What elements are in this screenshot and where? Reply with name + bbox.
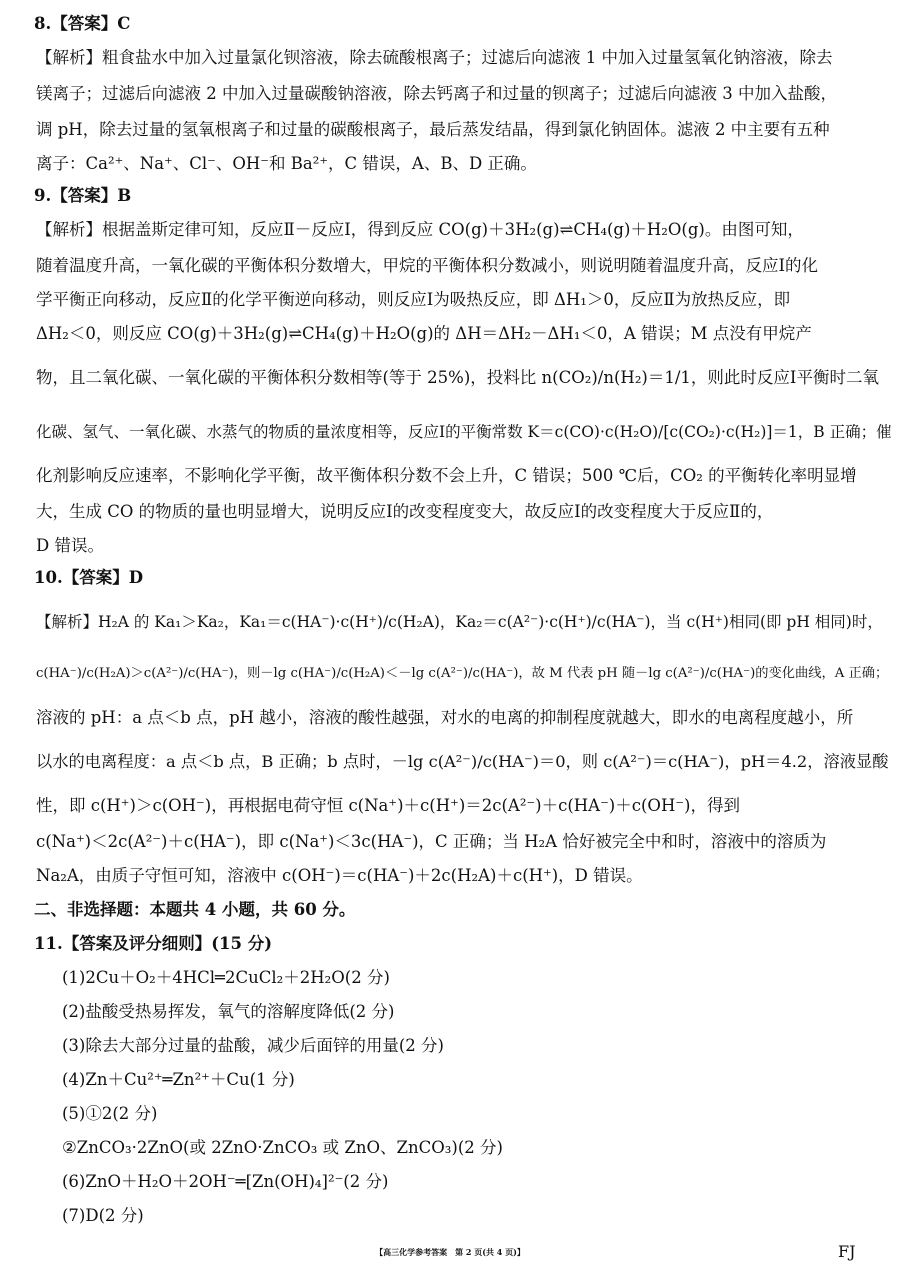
q11-item-4: (4)Zn＋Cu²⁺═Zn²⁺＋Cu(1 分) xyxy=(62,1070,295,1089)
q8-explanation-line-4: 离子：Ca²⁺、Na⁺、Cl⁻、OH⁻和 Ba²⁺，C 错误，A、B、D 正确。 xyxy=(36,154,537,173)
q11-item-1: (1)2Cu＋O₂＋4HCl═2CuCl₂＋2H₂O(2 分) xyxy=(62,968,390,987)
q10-explanation-line-3: 溶液的 pH：a 点＜b 点，pH 越小，溶液的酸性越强，对水的电离的抑制程度就越大，即水的电离程度越小，所 xyxy=(36,708,854,727)
q9-explanation-line-7: 化剂影响反应速率，不影响化学平衡，故平衡体积分数不会上升，C 错误；500 ℃后，CO₂ 的平衡转化率明显增 xyxy=(36,466,857,485)
footer-region-code: FJ xyxy=(838,1242,856,1261)
q9-explanation-line-5: 物，且二氧化碳、一氧化碳的平衡体积分数相等(等于 25%)，投料比 n(CO₂)/n(H₂)＝1/1，则此时反应Ⅰ平衡时二氧 xyxy=(36,368,879,387)
q10-explanation-line-1: 【解析】H₂A 的 Ka₁＞Ka₂，Ka₁＝c(HA⁻)·c(H⁺)/c(H₂A)，Ka₂＝c(A²⁻)·c(H⁺)/c(HA⁻)，当 c(H⁺)相同(即 pH 相同)时， xyxy=(36,613,883,631)
q10-explanation-line-5: 性，即 c(H⁺)＞c(OH⁻)，再根据电荷守恒 c(Na⁺)＋c(H⁺)＝2c(A²⁻)＋c(HA⁻)＋c(OH⁻)，得到 xyxy=(36,796,740,815)
q10-answer-header: 10.【答案】D xyxy=(34,568,144,587)
q10-explanation-line-2: c(HA⁻)/c(H₂A)＞c(A²⁻)/c(HA⁻)，则－lg c(HA⁻)/c(H₂A)＜－lg c(A²⁻)/c(HA⁻)，故 M 代表 pH 随－lg c(A²⁻)/c(HA⁻)的变化曲线，A 正确； xyxy=(36,666,889,681)
q11-item-6: (6)ZnO＋H₂O＋2OH⁻═[Zn(OH)₄]²⁻(2 分) xyxy=(62,1172,389,1191)
q9-explanation-line-3: 学平衡正向移动，反应Ⅱ的化学平衡逆向移动，则反应Ⅰ为吸热反应，即 ΔH₁＞0，反应Ⅱ为放热反应，即 xyxy=(36,290,791,309)
q11-item-5-1: (5)①2(2 分) xyxy=(62,1104,158,1123)
section-2-title: 二、非选择题：本题共 4 小题，共 60 分。 xyxy=(34,900,356,919)
q9-explanation-line-8: 大，生成 CO 的物质的量也明显增大，说明反应Ⅰ的改变程度变大，故反应Ⅰ的改变程度大于反应Ⅱ的， xyxy=(36,502,774,521)
q9-explanation-line-4: ΔH₂＜0，则反应 CO(g)＋3H₂(g)⇌CH₄(g)＋H₂O(g)的 ΔH＝ΔH₂－ΔH₁＜0，A 错误；M 点没有甲烷产 xyxy=(36,324,812,343)
q9-answer-header: 9.【答案】B xyxy=(34,186,132,205)
q8-explanation-line-1: 【解析】粗食盐水中加入过量氯化钡溶液，除去硫酸根离子；过滤后向滤液 1 中加入过量氢氧化钠溶液，除去 xyxy=(36,48,833,67)
q11-item-7: (7)D(2 分) xyxy=(62,1206,144,1225)
q9-explanation-line-2: 随着温度升高，一氧化碳的平衡体积分数增大，甲烷的平衡体积分数减小，则说明随着温度升高，反应Ⅰ的化 xyxy=(36,256,819,275)
q10-explanation-line-7: Na₂A，由质子守恒可知，溶液中 c(OH⁻)＝c(HA⁻)＋2c(H₂A)＋c(H⁺)，D 错误。 xyxy=(36,866,643,885)
q9-explanation-line-1: 【解析】根据盖斯定律可知，反应Ⅱ－反应Ⅰ，得到反应 CO(g)＋3H₂(g)⇌CH₄(g)＋H₂O(g)。由图可知， xyxy=(36,220,804,239)
page-footer: 【高三化学参考答案 第 2 页(共 4 页)】 xyxy=(375,1247,525,1257)
q11-item-5-2: ②ZnCO₃·2ZnO(或 2ZnO·ZnCO₃ 或 ZnO、ZnCO₃)(2 分) xyxy=(62,1138,503,1157)
q10-explanation-line-6: c(Na⁺)＜2c(A²⁻)＋c(HA⁻)，即 c(Na⁺)＜3c(HA⁻)，C 正确；当 H₂A 恰好被完全中和时，溶液中的溶质为 xyxy=(36,832,827,851)
q11-item-3: (3)除去大部分过量的盐酸，减少后面锌的用量(2 分) xyxy=(62,1036,444,1055)
q8-explanation-line-2: 镁离子；过滤后向滤液 2 中加入过量碳酸钠溶液，除去钙离子和过量的钡离子；过滤后向滤液 3 中加入盐酸， xyxy=(36,84,837,103)
q11-answer-header: 11.【答案及评分细则】(15 分) xyxy=(34,934,273,953)
q8-explanation-line-3: 调 pH，除去过量的氢氧根离子和过量的碳酸根离子，最后蒸发结晶，得到氯化钠固体。滤液 2 中主要有五种 xyxy=(36,120,830,139)
q8-answer-header: 8.【答案】C xyxy=(34,14,131,33)
q10-explanation-line-4: 以水的电离程度：a 点＜b 点，B 正确；b 点时，－lg c(A²⁻)/c(HA⁻)＝0，则 c(A²⁻)＝c(HA⁻)，pH＝4.2，溶液显酸 xyxy=(36,752,889,771)
q11-item-2: (2)盐酸受热易挥发，氧气的溶解度降低(2 分) xyxy=(62,1002,395,1021)
q9-explanation-line-6: 化碳、氢气、一氧化碳、水蒸气的物质的量浓度相等，反应Ⅰ的平衡常数 K＝c(CO)·c(H₂O)/[c(CO₂)·c(H₂)]＝1，B 正确；催 xyxy=(36,423,892,441)
q9-explanation-line-9: D 错误。 xyxy=(36,536,104,555)
